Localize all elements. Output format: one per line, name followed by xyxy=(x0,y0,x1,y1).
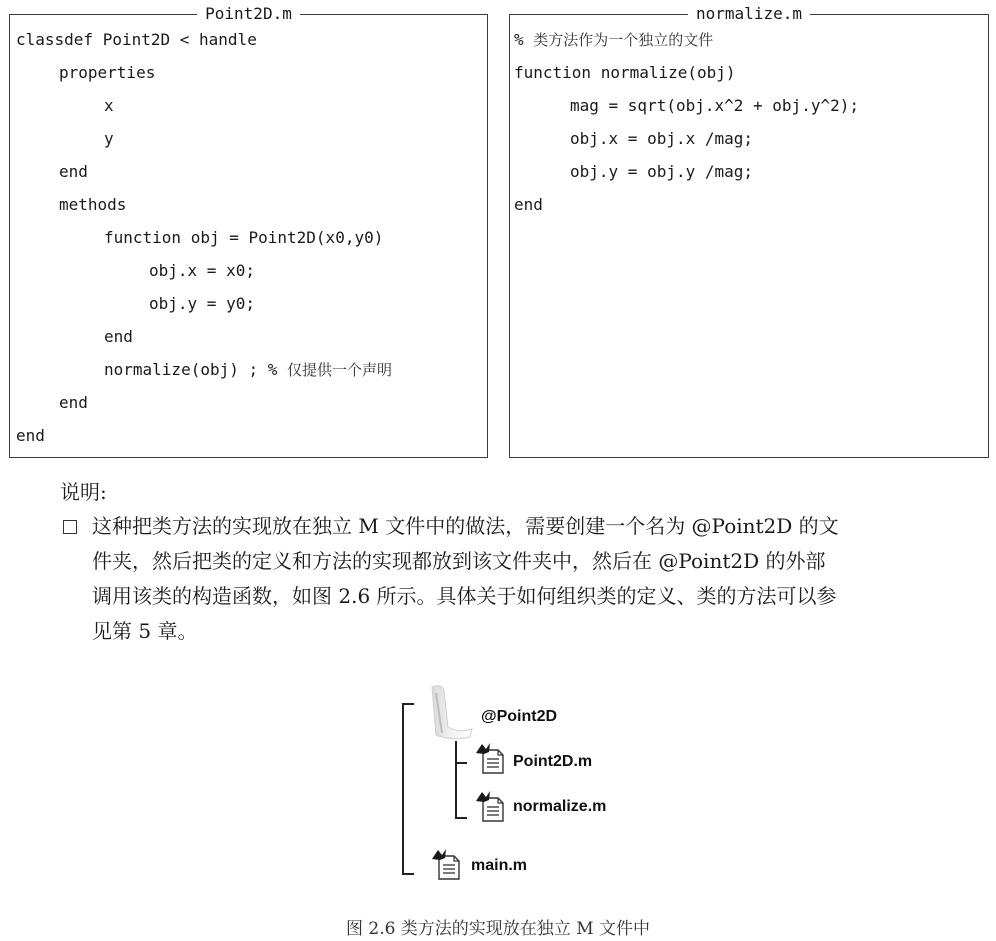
folder-label: @Point2D xyxy=(481,708,558,725)
paragraph-line: 调用该类的构造函数，如图 2.6 所示。具体关于如何组织类的定义、类的方法可以参 xyxy=(92,584,837,608)
tree-branch-line xyxy=(402,873,414,875)
code-line-with-comment xyxy=(514,29,713,51)
code-line: end xyxy=(104,327,133,346)
matlab-file-icon xyxy=(474,741,508,775)
listing-title-point2d: Point2D.m xyxy=(10,3,487,25)
code-line: y xyxy=(104,129,114,148)
code-text: normalize(obj) ; % xyxy=(104,360,288,379)
tree-branch-line xyxy=(455,762,467,764)
tree-branch-line xyxy=(402,703,404,875)
file-label: main.m xyxy=(471,857,528,874)
code-line: function obj = Point2D(x0,y0) xyxy=(104,228,384,247)
code-line: end xyxy=(59,162,88,181)
code-line: end xyxy=(59,393,88,412)
code-text: % xyxy=(514,30,534,49)
code-listing-normalize xyxy=(509,4,989,458)
code-listing-point2d xyxy=(9,4,488,458)
code-line: end xyxy=(16,426,45,445)
code-line: obj.x = x0; xyxy=(149,261,255,280)
code-line: mag = sqrt(obj.x^2 + obj.y^2); xyxy=(570,96,859,115)
note-heading: 说明: xyxy=(60,480,107,504)
figure-caption: 图 2.6 类方法的实现放在独立 M 文件中 xyxy=(345,919,651,939)
file-label: normalize.m xyxy=(513,798,607,815)
code-line: function normalize(obj) xyxy=(514,63,736,82)
paragraph-line: 这种把类方法的实现放在独立 M 文件中的做法，需要创建一个名为 @Point2D 的文 xyxy=(92,514,839,538)
code-line: end xyxy=(514,195,543,214)
code-line: obj.x = obj.x /mag; xyxy=(570,129,754,148)
paragraph-line: 见第 5 章。 xyxy=(92,619,198,643)
code-line: classdef Point2D < handle xyxy=(16,30,257,49)
code-line: properties xyxy=(59,63,156,82)
listing-title-normalize: normalize.m xyxy=(510,3,988,25)
paragraph-line: 件夹，然后把类的定义和方法的实现都放到该文件夹中，然后在 @Point2D 的外部 xyxy=(92,549,826,573)
tree-branch-line xyxy=(402,703,414,705)
code-line: obj.y = obj.y /mag; xyxy=(570,162,754,181)
matlab-file-icon xyxy=(474,789,508,823)
folder-icon xyxy=(428,683,474,741)
code-line: obj.y = y0; xyxy=(149,294,255,313)
matlab-file-icon xyxy=(430,847,464,881)
code-comment: 仅提供一个声明 xyxy=(287,361,393,379)
checkbox-bullet-icon xyxy=(63,520,77,534)
tree-branch-line xyxy=(455,741,457,819)
code-line: methods xyxy=(59,195,127,214)
code-comment: 类方法作为一个独立的文件 xyxy=(533,31,714,49)
code-line: x xyxy=(104,96,114,115)
file-label: Point2D.m xyxy=(513,753,593,770)
tree-branch-line xyxy=(455,817,467,819)
code-line-with-comment xyxy=(104,359,392,381)
